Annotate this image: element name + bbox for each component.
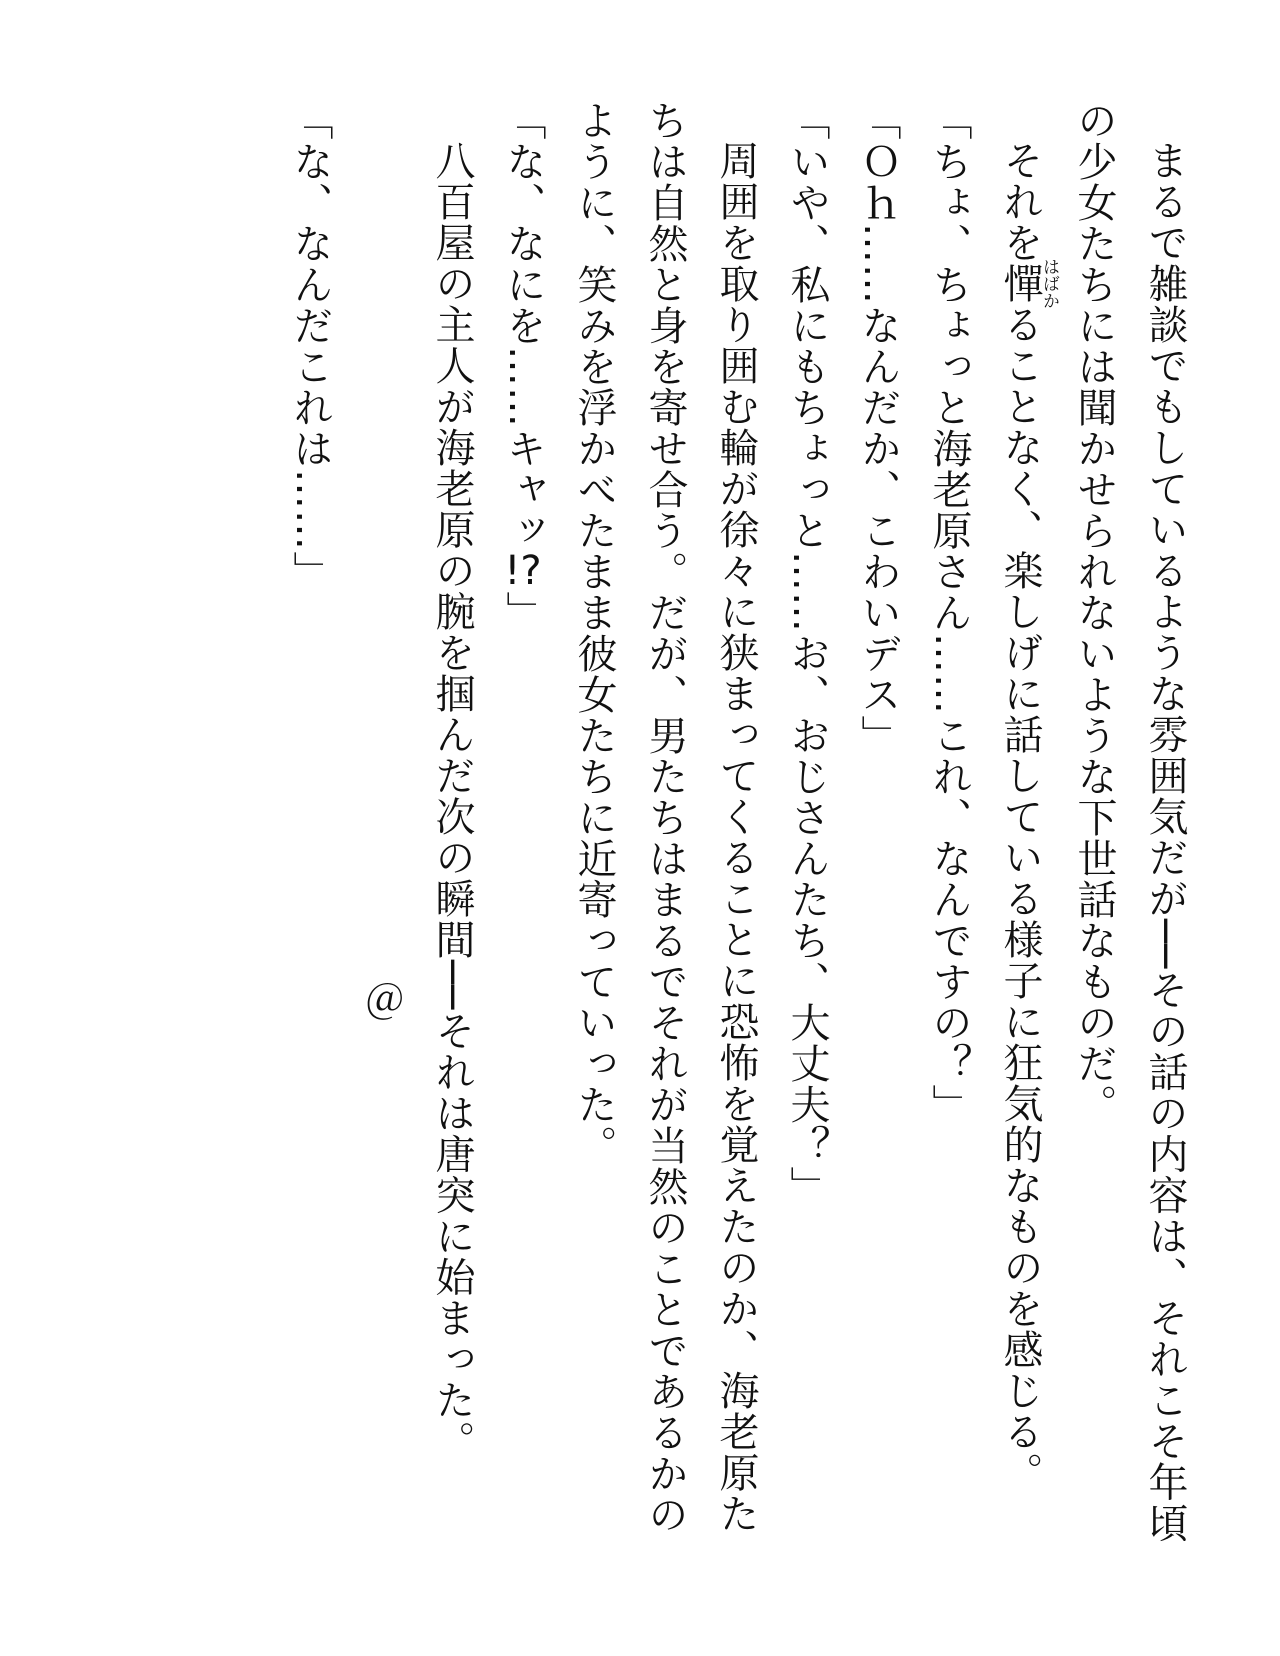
text-fragment: ることなく、楽しげに話している様子に狂気的なものを感じる。 xyxy=(997,304,1043,1493)
dialogue-line: 「ちょ、ちょっと海老原さん……これ、なんですの？」 xyxy=(926,100,972,1125)
text-line: ように、笑みを浮かべたまま彼女たちに近寄っていった。 xyxy=(571,100,617,1166)
dialogue-line: 「いや、私にもちょっと……お、おじさんたち、大丈夫？」 xyxy=(784,100,830,1207)
dialogue-line: 「な、なんだこれは……」 xyxy=(287,100,333,592)
text-line: の少女たちには聞かせられないような下世話なものだ。 xyxy=(1071,100,1117,1125)
dialogue-line xyxy=(487,100,558,1570)
ruby-base: 憚 xyxy=(997,258,1043,309)
dialogue-line: 「Ｏｈ……なんだか、こわいデス」 xyxy=(855,100,901,756)
tate-chu-yoko: !? xyxy=(504,551,542,591)
text-line: まるで雑談でもしているような雰囲気だが──その話の内容は、それこそ年頃 xyxy=(1142,140,1188,1544)
text-line: ちは自然と身を寄せ合う。だが、男たちはまるでそれが当然のことであるかの xyxy=(642,100,688,1535)
ruby-annotation xyxy=(997,258,1059,309)
text-line-with-ruby xyxy=(984,100,1058,1570)
text-line: 周囲を取り囲む輪が徐々に狭まってくることに恐怖を覚えたのか、海老原た xyxy=(713,140,759,1534)
ruby-reading: はばか xyxy=(1039,258,1059,309)
text-fragment: 」 xyxy=(500,591,546,632)
text-line: 八百屋の主人が海老原の腕を掴んだ次の瞬間──それは唐突に始まった。 xyxy=(429,140,475,1462)
text-fragment: 「な、なにを……キャッ xyxy=(500,100,546,551)
scene-separator: ＠ xyxy=(358,979,404,1021)
vertical-text-body xyxy=(274,100,1200,1570)
text-fragment: それを xyxy=(997,140,1043,263)
